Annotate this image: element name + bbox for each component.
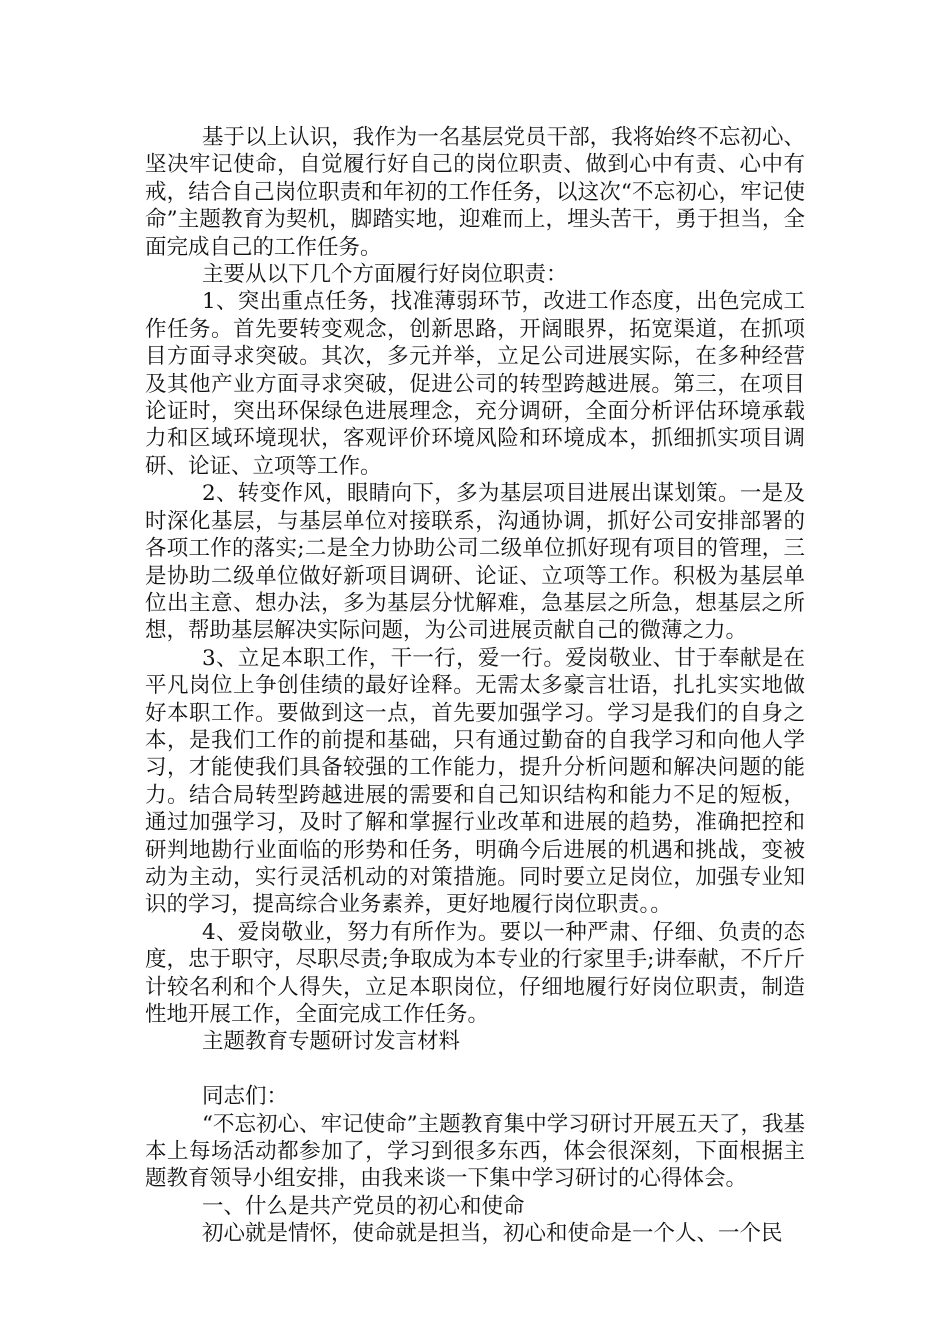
blank-line [145, 1056, 805, 1083]
document-body [145, 124, 805, 1248]
paragraph-duties-intro: 主要从以下几个方面履行好岗位职责： [201, 262, 568, 288]
paragraph-point-3: 3、立足本职工作，干一行，爱一行。爱岗敬业、甘于奉献是在平凡岗位上争创佳绩的最好诠释。无需太多豪言壮语，扎扎实实地做好本职工作。要做到这一点，首先要加强学习。学习是我们的自身之本，是我们工作的前提和基础，只有通过勤奋的自我学习和向他人学习，才能使我们具备较强的工作能力，提升分析问题和解决问题的能力。结合局转型跨越进展的需要和自己知识结构和能力不足的短板，通过加强学习，及时了解和掌握行业改革和进展的趋势，准确把控和研判地勘行业面临的形势和任务，明确今后进展的机遇和挑战，变被动为主动，实行灵活机动的对策措施。同时要立足岗位，加强专业知识的学习，提高综合业务素养，更好地履行岗位职责。。 [145, 645, 805, 918]
section-title: 主题教育专题研讨发言材料 [201, 1029, 460, 1055]
paragraph-commitment: 基于以上认识，我作为一名基层党员干部，我将始终不忘初心、坚决牢记使命，自觉履行好自己的岗位职责、做到心中有责、心中有戒，结合自己岗位职责和年初的工作任务，以这次“不忘初心，牢记使命”主题教育为契机，脚踏实地，迎难而上，埋头苦干，勇于担当，全面完成自己的工作任务。 [145, 125, 805, 260]
salutation: 同志们： [201, 1084, 288, 1110]
paragraph-point-1: 1、突出重点任务，找准薄弱环节，改进工作态度，出色完成工作任务。首先要转变观念，创新思路，开阔眼界，拓宽渠道，在抓项目方面寻求突破。其次，多元并举，立足公司进展实际，在多种经营及其他产业方面寻求突破，促进公司的转型跨越进展。第三，在项目论证时，突出环保绿色进展理念，充分调研，全面分析评估环境承载力和区域环境现状，客观评价环境风险和环境成本，抓细抓实项目调研、论证、立项等工作。 [145, 289, 805, 479]
paragraph-point-2: 2、转变作风，眼睛向下，多为基层项目进展出谋划策。一是及时深化基层，与基层单位对接联系，沟通协调，抓好公司安排部署的各项工作的落实;二是全力协助公司二级单位抓好现有项目的管理，三是协助二级单位做好新项目调研、论证、立项等工作。积极为基层单位出主意、想办法，多为基层分忧解难，急基层之所急，想基层之所想，帮助基层解决实际问题，为公司进展贡献自己的微薄之力。 [145, 481, 805, 644]
paragraph-truncated: 初心就是情怀，使命就是担当，初心和使命是一个人、一个民 [201, 1221, 783, 1247]
section-heading-1: 一、什么是共产党员的初心和使命 [201, 1193, 525, 1219]
paragraph-point-4: 4、爱岗敬业，努力有所作为。要以一种严肃、仔细、负责的态度，忠于职守，尽职尽责;争取成为本专业的行家里手;讲奉献，不斤斤计较名利和个人得失，立足本职岗位，仔细地履行好岗位职责，制造性地开展工作，全面完成工作任务。 [145, 919, 805, 1027]
paragraph-opening: “不忘初心、牢记使命”主题教育集中学习研讨开展五天了，我基本上每场活动都参加了，学习到很多东西，体会很深刻，下面根据主题教育领导小组安排，由我来谈一下集中学习研讨的心得体会。 [145, 1111, 805, 1192]
